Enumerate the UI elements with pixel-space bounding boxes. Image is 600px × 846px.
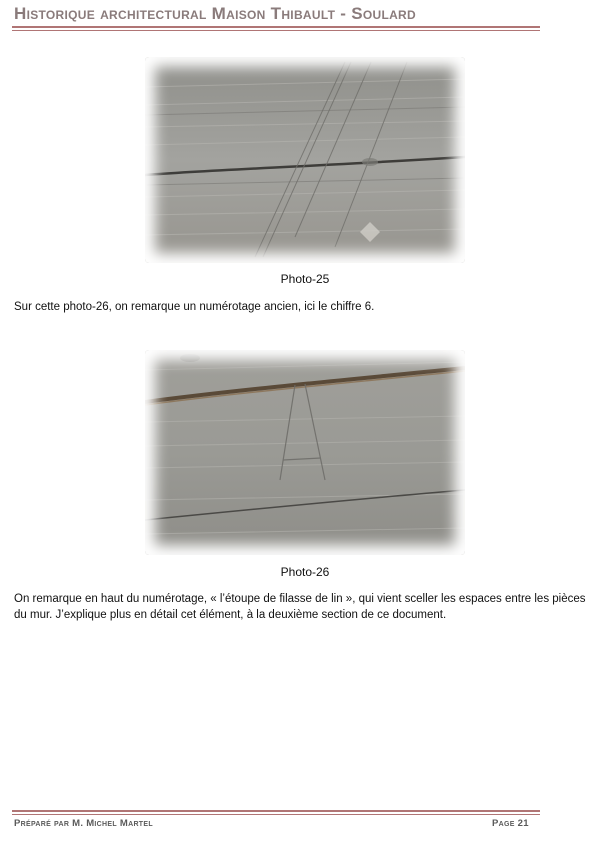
paragraph-2: On remarque en haut du numérotage, « l’étoupe de filasse de lin », qui vient sceller les espaces entre les pièces du mur. J’explique plus en détail cet élément, à la deuxième section de ce document. bbox=[14, 593, 586, 621]
header-rule bbox=[12, 26, 540, 28]
photo-26-caption: Photo-26 bbox=[280, 565, 330, 579]
footer-rule-thin bbox=[12, 814, 540, 815]
paragraph-1: Sur cette photo-26, on remarque un numérotage ancien, ici le chiffre 6. bbox=[14, 301, 375, 313]
photo-25-caption: Photo-25 bbox=[280, 272, 330, 286]
header-rule-thin bbox=[12, 30, 540, 31]
footer-author: Préparé par M. Michel Martel bbox=[14, 818, 153, 829]
photo-26-image bbox=[145, 350, 465, 555]
document-header-title: Historique architectural Maison Thibault - Soulard bbox=[14, 4, 416, 23]
footer-rule bbox=[12, 810, 540, 812]
footer-page-number: Page 21 bbox=[492, 818, 529, 829]
photo-25-image bbox=[145, 57, 465, 263]
